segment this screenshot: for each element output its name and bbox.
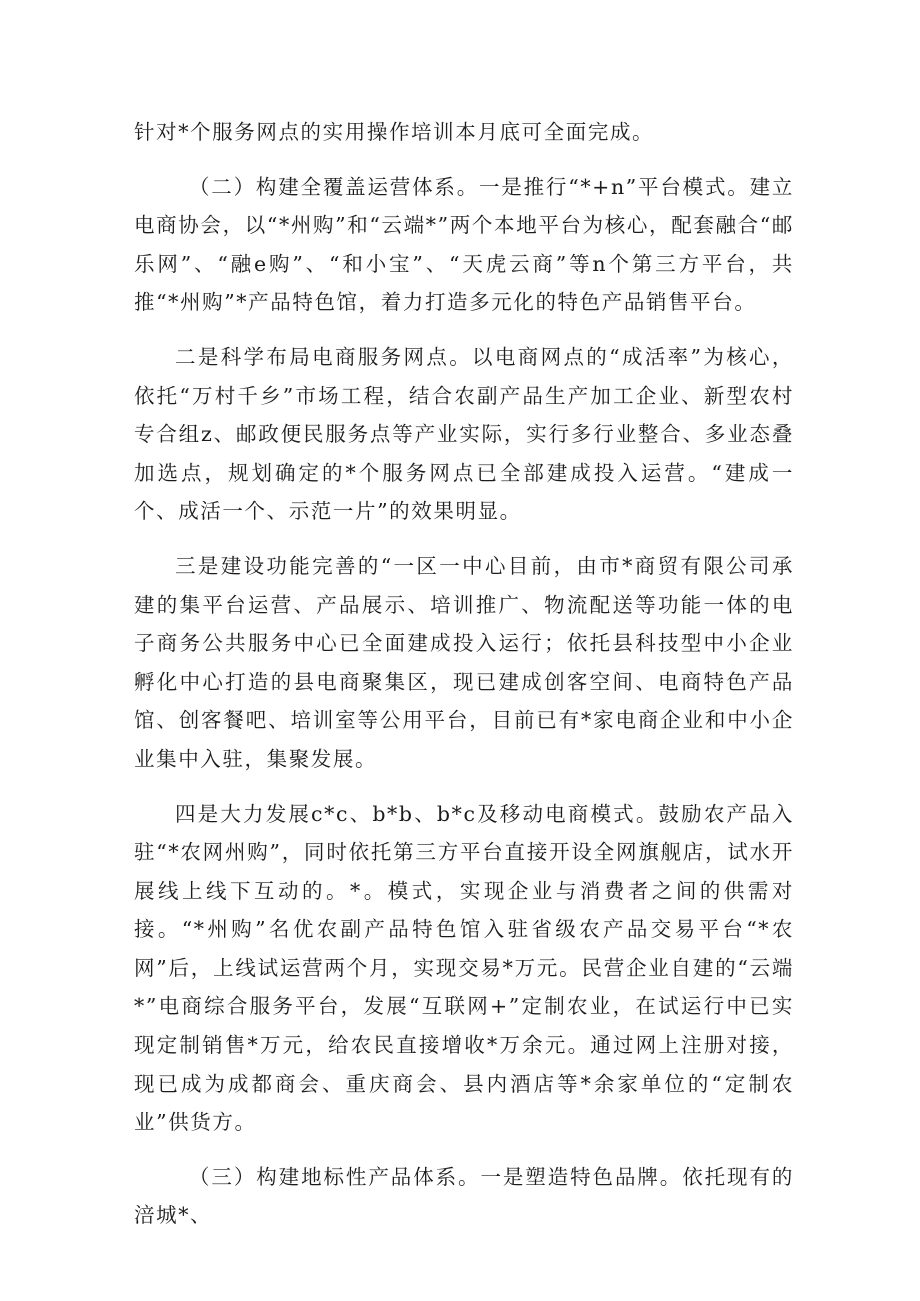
paragraph-5: 四是大力发展c*c、b*b、b*c及移动电商模式。鼓励农产品入驻“*农网州购”，同时依托第三方平台直接开设全网旗舰店，试水开展线上线下互动的。*。模式，实现企业与消费者之间的供需对接。“*州购”名优农副产品特色馆入驻省级农产品交易平台“*农网”后，上线试运营两个月，实现交易*万元。民营企业自建的“云端*”电商综合服务平台，发展“互联网+”定制农业，在试运行中已实现定制销售*万元，给农民直接增收*万余元。通过网上注册对接，现已成为成都商会、重庆商会、县内酒店等*余家单位的“定制农业”供货方。 (134, 801, 794, 1135)
paragraph-1: 针对*个服务网点的实用操作培训本月底可全面完成。 (134, 120, 655, 144)
document-body (134, 113, 794, 1251)
paragraph-4: 三是建设功能完善的“一区一中心目前，由市*商贸有限公司承建的集平台运营、产品展示、培训推广、物流配送等功能一体的电子商务公共服务中心已全面建成投入运行；依托县科技型中小企业孵化中心打造的县电商聚集区，现已建成创客空间、电商特色产品馆、创客餐吧、培训室等公用平台，目前已有*家电商企业和中小企业集中入驻，集聚发展。 (134, 553, 794, 771)
paragraph-2: （二）构建全覆盖运营体系。一是推行“*+n”平台模式。建立电商协会，以“*州购”和“云端*”两个本地平台为核心，配套融合“邮乐网”、“融e购”、“和小宝”、“天虎云商”等n个第三方平台，共推“*州购”*产品特色馆，着力打造多元化的特色产品销售平台。 (134, 174, 794, 315)
paragraph-6: （三）构建地标性产品体系。一是塑造特色品牌。依托现有的涪城*、 (134, 1164, 794, 1228)
paragraph-3: 二是科学布局电商服务网点。以电商网点的“成活率”为核心，依托“万村千乡”市场工程，结合农副产品生产加工企业、新型农村专合组z、邮政便民服务点等产业实际，实行多行业整合、多业态叠加选点，规划确定的*个服务网点已全部建成投入运营。“建成一个、成活一个、示范一片”的效果明显。 (134, 344, 794, 524)
